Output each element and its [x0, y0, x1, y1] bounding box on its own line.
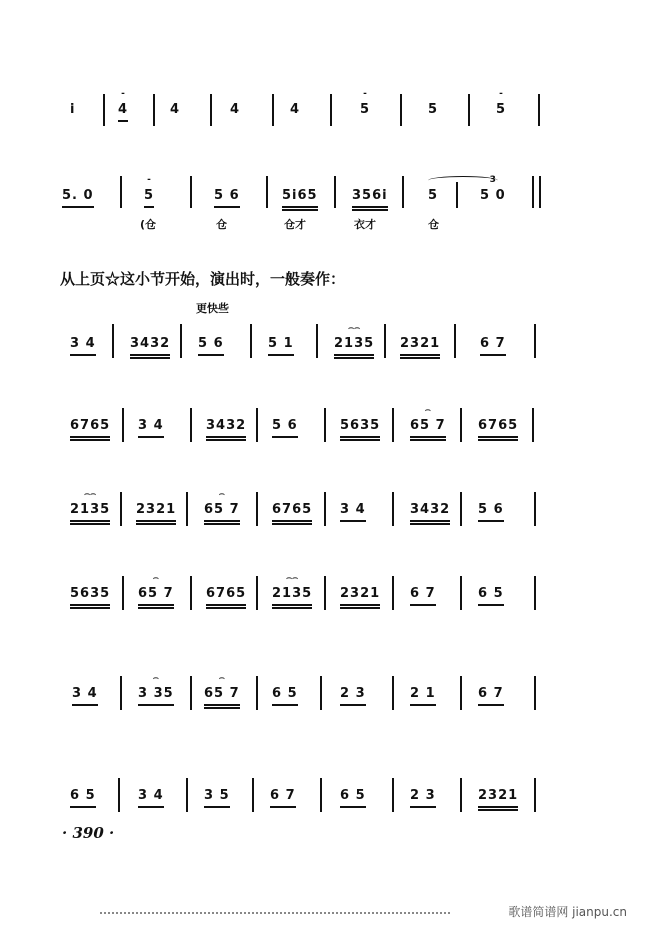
measure: 5 6 [198, 336, 224, 356]
bar-line [266, 176, 268, 208]
site-watermark: 歌谱简谱网 jianpu.cn [508, 905, 627, 919]
measure: 2321 [400, 336, 440, 359]
measure: 5 [428, 188, 439, 203]
measure: 2 1 [410, 686, 436, 706]
bar-line [153, 94, 155, 126]
score-system-3 [0, 322, 655, 382]
measure: 4 [170, 102, 181, 117]
score-system-1 [0, 90, 655, 150]
measure: 2321 [136, 502, 176, 525]
bar-line [256, 408, 258, 442]
measure: 4 [290, 102, 301, 117]
measure: 3 5 [204, 788, 230, 808]
bar-line [534, 778, 536, 812]
tempo-marking: 更快些 [196, 302, 229, 315]
measure: ⌢ 65 7 [410, 418, 446, 441]
bar-line [468, 94, 470, 126]
bar-line [320, 676, 322, 710]
measure: ⌢ 65 7 [204, 686, 240, 709]
measure: - 5 [360, 89, 371, 117]
score-system-4 [0, 406, 655, 466]
measure: 5 1 [268, 336, 294, 356]
measure: 3 4 [70, 336, 96, 356]
bar-line [456, 182, 458, 208]
measure: 6 7 [478, 686, 504, 706]
measure: 3432 [410, 502, 450, 525]
bar-line [534, 324, 536, 358]
bar-line [460, 576, 462, 610]
percussion-syllable: 仓才 [284, 218, 306, 231]
measure: 5635 [70, 586, 110, 609]
bar-line [210, 94, 212, 126]
score-system-7 [0, 674, 655, 734]
bar-line [324, 408, 326, 442]
bar-line [320, 778, 322, 812]
measure: 6 5 [272, 686, 298, 706]
bar-line [324, 492, 326, 526]
bar-line [256, 576, 258, 610]
measure: 2 3 [340, 686, 366, 706]
bar-line [256, 492, 258, 526]
bar-line [324, 576, 326, 610]
bar-line [256, 676, 258, 710]
bar-line [392, 676, 394, 710]
bar-line [460, 492, 462, 526]
score-system-2 [0, 172, 655, 232]
measure: 6 7 [270, 788, 296, 808]
measure: 2 3 [410, 788, 436, 808]
bar-line [190, 176, 192, 208]
measure: ⌢⌢ 2135 [70, 502, 110, 525]
bar-line [180, 324, 182, 358]
final-bar-line [532, 176, 541, 208]
bar-line [334, 176, 336, 208]
bar-line [330, 94, 332, 126]
measure: 6765 [478, 418, 518, 441]
measure: 356i [352, 188, 388, 211]
bar-line [392, 778, 394, 812]
bar-line [392, 408, 394, 442]
bar-line [122, 408, 124, 442]
bar-line [272, 94, 274, 126]
bar-line [460, 778, 462, 812]
bar-line [186, 778, 188, 812]
measure: - 5 [144, 188, 154, 208]
measure: 3 5 0 [480, 175, 506, 203]
bar-line [190, 576, 192, 610]
measure: - 4 [118, 102, 128, 122]
measure: 3432 [206, 418, 246, 441]
measure: 6 5 [478, 586, 504, 606]
percussion-syllable: (仓 [140, 218, 157, 231]
bar-line [186, 492, 188, 526]
measure: 3432 [130, 336, 170, 359]
bar-line [112, 324, 114, 358]
score-system-5 [0, 490, 655, 550]
bar-line [120, 176, 122, 208]
measure: ⌢⌢ 2135 [272, 586, 312, 609]
measure: ⌢⌢ 2135 [334, 336, 374, 359]
measure: 6 7 [410, 586, 436, 606]
measure: 4 [230, 102, 241, 117]
scan-artifact [100, 912, 450, 916]
measure: 5 6 [214, 188, 240, 208]
bar-line [538, 94, 540, 126]
bar-line [532, 408, 534, 442]
measure: 3 4 [72, 686, 98, 706]
bar-line [118, 778, 120, 812]
measure: 3 4 [138, 418, 164, 438]
bar-line [120, 492, 122, 526]
score-system-6 [0, 574, 655, 634]
bar-line [122, 576, 124, 610]
bar-line [190, 676, 192, 710]
bar-line [454, 324, 456, 358]
measure: 5 [428, 102, 439, 117]
measure: 5635 [340, 418, 380, 441]
bar-line [460, 676, 462, 710]
percussion-syllable: 仓 [428, 218, 439, 231]
bar-line [190, 408, 192, 442]
measure: - 5 [496, 89, 507, 117]
bar-line [534, 492, 536, 526]
measure: 6 7 [480, 336, 506, 356]
measure: 5 6 [478, 502, 504, 522]
measure: 6765 [272, 502, 312, 525]
measure: 2321 [340, 586, 380, 609]
bar-line [534, 676, 536, 710]
bar-line [384, 324, 386, 358]
bar-line [252, 778, 254, 812]
bar-line [534, 576, 536, 610]
measure: ⌢ 65 7 [204, 502, 240, 525]
bar-line [316, 324, 318, 358]
bar-line [402, 176, 404, 208]
percussion-syllable: 衣才 [354, 218, 376, 231]
measure: 2321 [478, 788, 518, 811]
measure: 6 5 [340, 788, 366, 808]
instruction-heading: 从上页☆这小节开始，演出时，一般奏作： [60, 270, 346, 288]
page-number: · 390 · [62, 824, 115, 842]
bar-line [392, 576, 394, 610]
bar-line [460, 408, 462, 442]
bar-line [103, 94, 105, 126]
bar-line [392, 492, 394, 526]
measure: i [70, 102, 76, 117]
bar-line [120, 676, 122, 710]
measure: 3 4 [138, 788, 164, 808]
measure: 5 6 [272, 418, 298, 438]
measure: 6 5 [70, 788, 96, 808]
bar-line [400, 94, 402, 126]
measure: 3 4 [340, 502, 366, 522]
measure: 6765 [206, 586, 246, 609]
measure: 5. 0 [62, 188, 94, 208]
measure: 6765 [70, 418, 110, 441]
bar-line [250, 324, 252, 358]
measure: 5i65 [282, 188, 318, 211]
measure: ⌢ 3 35 [138, 686, 174, 706]
percussion-syllable: 仓 [216, 218, 227, 231]
measure: ⌢ 65 7 [138, 586, 174, 609]
